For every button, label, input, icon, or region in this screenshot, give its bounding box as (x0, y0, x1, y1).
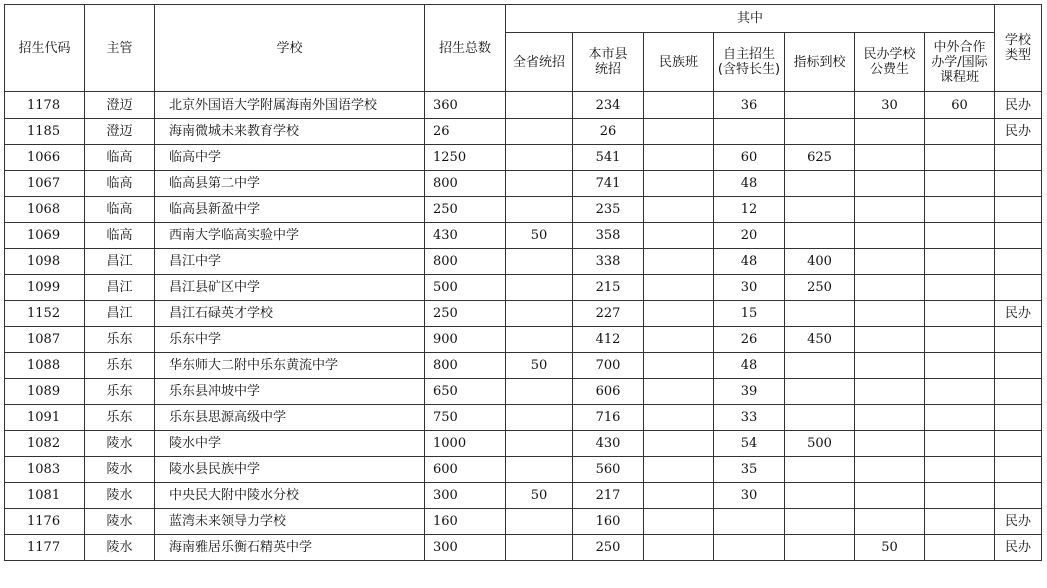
cell-code: 1067 (5, 171, 85, 197)
table-row (5, 119, 1042, 145)
cell-city: 541 (573, 145, 644, 171)
cell-school: 乐东县思源高级中学 (155, 405, 425, 431)
cell-total: 250 (425, 197, 506, 223)
table-row (5, 379, 1042, 405)
cell-code: 1082 (5, 431, 85, 457)
cell-city: 741 (573, 171, 644, 197)
cell-type (995, 353, 1042, 379)
header-quota: 指标到校 (785, 33, 855, 92)
cell-ethnic (644, 405, 714, 431)
cell-code: 1091 (5, 405, 85, 431)
cell-type (995, 457, 1042, 483)
cell-province: 50 (506, 223, 573, 249)
cell-school: 昌江中学 (155, 249, 425, 275)
cell-private (855, 223, 925, 249)
cell-intl (925, 171, 995, 197)
cell-quota: 250 (785, 275, 855, 301)
cell-type: 民办 (995, 301, 1042, 327)
table-row (5, 171, 1042, 197)
cell-total: 800 (425, 353, 506, 379)
cell-private (855, 275, 925, 301)
cell-autonomous: 54 (714, 431, 785, 457)
cell-intl (925, 301, 995, 327)
cell-autonomous: 48 (714, 171, 785, 197)
cell-total: 300 (425, 535, 506, 561)
table-row (5, 483, 1042, 509)
cell-admin: 临高 (85, 197, 155, 223)
cell-province (506, 249, 573, 275)
cell-quota (785, 379, 855, 405)
cell-private (855, 301, 925, 327)
cell-admin: 陵水 (85, 431, 155, 457)
cell-code: 1081 (5, 483, 85, 509)
header-city-line2: 统招 (594, 62, 621, 77)
cell-code: 1066 (5, 145, 85, 171)
cell-autonomous: 30 (714, 275, 785, 301)
cell-ethnic (644, 92, 714, 119)
cell-admin: 乐东 (85, 405, 155, 431)
cell-quota (785, 535, 855, 561)
cell-city: 716 (573, 405, 644, 431)
cell-province: 50 (506, 353, 573, 379)
cell-private (855, 249, 925, 275)
header-city (573, 33, 644, 92)
cell-city: 338 (573, 249, 644, 275)
cell-city: 234 (573, 92, 644, 119)
cell-city: 560 (573, 457, 644, 483)
cell-private: 50 (855, 535, 925, 561)
cell-private (855, 431, 925, 457)
cell-type (995, 171, 1042, 197)
cell-ethnic (644, 301, 714, 327)
cell-total: 750 (425, 405, 506, 431)
header-intl-line3: 课程班 (939, 69, 979, 85)
cell-school: 乐东中学 (155, 327, 425, 353)
cell-intl: 60 (925, 92, 995, 119)
cell-quota (785, 171, 855, 197)
table-row (5, 457, 1042, 483)
cell-school: 西南大学临高实验中学 (155, 223, 425, 249)
header-school: 学校 (155, 5, 425, 92)
cell-school: 昌江县矿区中学 (155, 275, 425, 301)
table-body (5, 92, 1042, 561)
cell-quota (785, 457, 855, 483)
cell-private (855, 197, 925, 223)
cell-city: 412 (573, 327, 644, 353)
cell-admin: 陵水 (85, 457, 155, 483)
cell-province (506, 92, 573, 119)
cell-code: 1083 (5, 457, 85, 483)
cell-code: 1068 (5, 197, 85, 223)
cell-city: 160 (573, 509, 644, 535)
cell-province (506, 301, 573, 327)
cell-quota (785, 223, 855, 249)
header-city-line1: 本市县 (588, 47, 628, 62)
cell-city: 358 (573, 223, 644, 249)
cell-city: 217 (573, 483, 644, 509)
cell-autonomous: 33 (714, 405, 785, 431)
table-row (5, 275, 1042, 301)
cell-admin: 昌江 (85, 301, 155, 327)
cell-ethnic (644, 119, 714, 145)
cell-intl (925, 431, 995, 457)
cell-total: 160 (425, 509, 506, 535)
cell-type (995, 145, 1042, 171)
header-private-line2: 公费生 (869, 62, 909, 77)
cell-school: 临高县第二中学 (155, 171, 425, 197)
cell-intl (925, 327, 995, 353)
header-province: 全省统招 (506, 33, 573, 92)
cell-ethnic (644, 197, 714, 223)
cell-admin: 陵水 (85, 535, 155, 561)
cell-intl (925, 457, 995, 483)
cell-admin: 临高 (85, 145, 155, 171)
cell-city: 235 (573, 197, 644, 223)
cell-quota: 450 (785, 327, 855, 353)
cell-autonomous: 20 (714, 223, 785, 249)
cell-province (506, 509, 573, 535)
cell-admin: 陵水 (85, 509, 155, 535)
cell-ethnic (644, 535, 714, 561)
cell-type (995, 431, 1042, 457)
table-row (5, 327, 1042, 353)
table-row (5, 301, 1042, 327)
cell-type: 民办 (995, 92, 1042, 119)
cell-autonomous: 48 (714, 353, 785, 379)
cell-admin: 临高 (85, 223, 155, 249)
cell-quota: 500 (785, 431, 855, 457)
cell-code: 1176 (5, 509, 85, 535)
header-admin: 主管 (85, 5, 155, 92)
cell-ethnic (644, 249, 714, 275)
cell-ethnic (644, 353, 714, 379)
cell-autonomous (714, 119, 785, 145)
cell-intl (925, 145, 995, 171)
cell-intl (925, 353, 995, 379)
cell-private (855, 171, 925, 197)
cell-private (855, 483, 925, 509)
cell-total: 300 (425, 483, 506, 509)
cell-quota (785, 405, 855, 431)
cell-type (995, 197, 1042, 223)
cell-school: 中央民大附中陵水分校 (155, 483, 425, 509)
header-autonomous (714, 33, 785, 92)
table-row (5, 431, 1042, 457)
cell-total: 800 (425, 171, 506, 197)
cell-code: 1088 (5, 353, 85, 379)
cell-private (855, 405, 925, 431)
cell-code: 1087 (5, 327, 85, 353)
cell-ethnic (644, 327, 714, 353)
cell-intl (925, 223, 995, 249)
header-type-line1: 学校 (1004, 33, 1031, 48)
cell-school: 昌江石碌英才学校 (155, 301, 425, 327)
cell-autonomous: 35 (714, 457, 785, 483)
header-group: 其中 (506, 5, 995, 33)
cell-type (995, 327, 1042, 353)
cell-type (995, 249, 1042, 275)
cell-autonomous: 60 (714, 145, 785, 171)
cell-admin: 澄迈 (85, 92, 155, 119)
table-row (5, 249, 1042, 275)
cell-autonomous (714, 535, 785, 561)
cell-ethnic (644, 223, 714, 249)
cell-intl (925, 275, 995, 301)
cell-type (995, 405, 1042, 431)
cell-intl (925, 249, 995, 275)
cell-private (855, 145, 925, 171)
cell-code: 1089 (5, 379, 85, 405)
cell-ethnic (644, 431, 714, 457)
header-autonomous-line2: (含特长生) (717, 62, 781, 77)
cell-school: 海南雅居乐衡石精英中学 (155, 535, 425, 561)
cell-province (506, 275, 573, 301)
cell-code: 1178 (5, 92, 85, 119)
cell-code: 1069 (5, 223, 85, 249)
cell-ethnic (644, 483, 714, 509)
cell-city: 215 (573, 275, 644, 301)
cell-total: 250 (425, 301, 506, 327)
cell-intl (925, 119, 995, 145)
cell-type: 民办 (995, 535, 1042, 561)
header-total: 招生总数 (425, 5, 506, 92)
cell-quota (785, 353, 855, 379)
header-ethnic: 民族班 (644, 33, 714, 92)
cell-total: 500 (425, 275, 506, 301)
cell-ethnic (644, 379, 714, 405)
header-intl (925, 33, 995, 92)
cell-city: 430 (573, 431, 644, 457)
cell-province (506, 327, 573, 353)
cell-code: 1099 (5, 275, 85, 301)
cell-school: 华东师大二附中乐东黄流中学 (155, 353, 425, 379)
cell-quota (785, 509, 855, 535)
cell-ethnic (644, 171, 714, 197)
cell-admin: 临高 (85, 171, 155, 197)
cell-admin: 昌江 (85, 249, 155, 275)
cell-province (506, 197, 573, 223)
cell-admin: 陵水 (85, 483, 155, 509)
table-row (5, 197, 1042, 223)
cell-autonomous: 30 (714, 483, 785, 509)
header-type (995, 5, 1042, 92)
cell-total: 360 (425, 92, 506, 119)
cell-total: 26 (425, 119, 506, 145)
cell-total: 1250 (425, 145, 506, 171)
cell-code: 1152 (5, 301, 85, 327)
table-row (5, 353, 1042, 379)
cell-code: 1098 (5, 249, 85, 275)
cell-province (506, 457, 573, 483)
header-autonomous-line1: 自主招生 (722, 47, 775, 62)
cell-type (995, 275, 1042, 301)
cell-ethnic (644, 457, 714, 483)
cell-autonomous: 12 (714, 197, 785, 223)
header-type-line2: 类型 (1004, 48, 1031, 63)
cell-school: 陵水县民族中学 (155, 457, 425, 483)
cell-quota: 625 (785, 145, 855, 171)
cell-private (855, 327, 925, 353)
cell-province (506, 145, 573, 171)
cell-ethnic (644, 145, 714, 171)
cell-province (506, 431, 573, 457)
cell-quota: 400 (785, 249, 855, 275)
cell-school: 临高县新盈中学 (155, 197, 425, 223)
cell-city: 700 (573, 353, 644, 379)
table-row (5, 92, 1042, 119)
cell-quota (785, 301, 855, 327)
cell-province (506, 405, 573, 431)
cell-autonomous: 48 (714, 249, 785, 275)
header-intl-line1: 中外合作 (933, 39, 986, 55)
cell-type (995, 379, 1042, 405)
cell-school: 蓝湾未来领导力学校 (155, 509, 425, 535)
cell-private (855, 353, 925, 379)
cell-city: 250 (573, 535, 644, 561)
cell-private: 30 (855, 92, 925, 119)
cell-province (506, 171, 573, 197)
cell-province (506, 535, 573, 561)
cell-quota (785, 92, 855, 119)
cell-admin: 昌江 (85, 275, 155, 301)
header-private-line1: 民办学校 (863, 47, 916, 62)
cell-school: 乐东县冲坡中学 (155, 379, 425, 405)
cell-admin: 乐东 (85, 353, 155, 379)
cell-code: 1177 (5, 535, 85, 561)
cell-province (506, 379, 573, 405)
table-row (5, 145, 1042, 171)
cell-quota (785, 197, 855, 223)
cell-autonomous (714, 509, 785, 535)
enrollment-table (4, 4, 1042, 561)
cell-total: 900 (425, 327, 506, 353)
table-row (5, 509, 1042, 535)
cell-school: 海南微城未来教育学校 (155, 119, 425, 145)
table-header (5, 5, 1042, 92)
cell-autonomous: 36 (714, 92, 785, 119)
cell-quota (785, 119, 855, 145)
cell-autonomous: 39 (714, 379, 785, 405)
cell-total: 430 (425, 223, 506, 249)
cell-quota (785, 483, 855, 509)
cell-private (855, 379, 925, 405)
cell-autonomous: 15 (714, 301, 785, 327)
cell-admin: 澄迈 (85, 119, 155, 145)
header-code: 招生代码 (5, 5, 85, 92)
cell-city: 26 (573, 119, 644, 145)
cell-private (855, 119, 925, 145)
cell-total: 800 (425, 249, 506, 275)
table-row (5, 405, 1042, 431)
cell-city: 606 (573, 379, 644, 405)
cell-intl (925, 535, 995, 561)
cell-province (506, 119, 573, 145)
cell-intl (925, 405, 995, 431)
cell-intl (925, 379, 995, 405)
cell-admin: 乐东 (85, 379, 155, 405)
cell-total: 650 (425, 379, 506, 405)
cell-school: 临高中学 (155, 145, 425, 171)
cell-code: 1185 (5, 119, 85, 145)
cell-intl (925, 509, 995, 535)
cell-autonomous: 26 (714, 327, 785, 353)
cell-type: 民办 (995, 119, 1042, 145)
cell-school: 北京外国语大学附属海南外国语学校 (155, 92, 425, 119)
cell-private (855, 457, 925, 483)
cell-total: 1000 (425, 431, 506, 457)
cell-province: 50 (506, 483, 573, 509)
cell-city: 227 (573, 301, 644, 327)
header-intl-line2: 办学/国际 (931, 54, 988, 70)
cell-type: 民办 (995, 509, 1042, 535)
cell-intl (925, 483, 995, 509)
cell-type (995, 223, 1042, 249)
table-row (5, 535, 1042, 561)
cell-type (995, 483, 1042, 509)
table-row (5, 223, 1042, 249)
cell-private (855, 509, 925, 535)
cell-school: 陵水中学 (155, 431, 425, 457)
cell-total: 600 (425, 457, 506, 483)
header-private (855, 33, 925, 92)
cell-admin: 乐东 (85, 327, 155, 353)
cell-intl (925, 197, 995, 223)
cell-ethnic (644, 275, 714, 301)
cell-ethnic (644, 509, 714, 535)
